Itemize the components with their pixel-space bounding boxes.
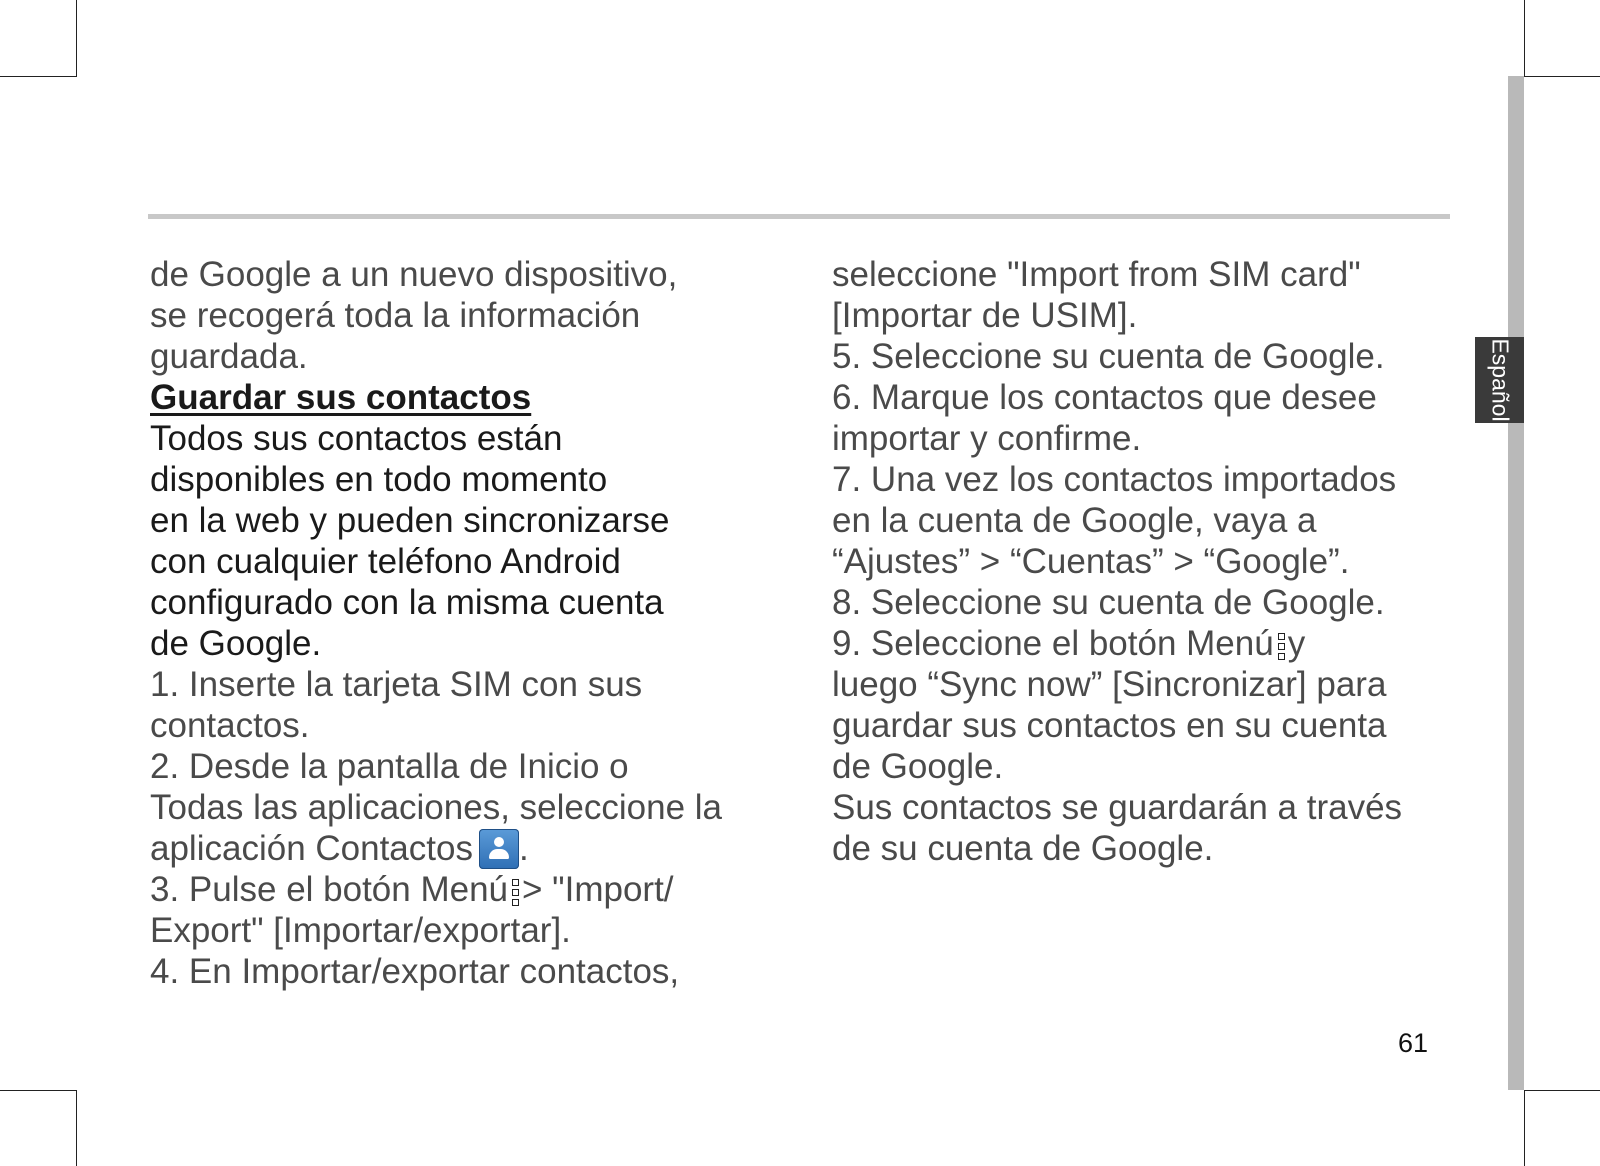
crop-mark: [0, 76, 77, 77]
language-tab: [1475, 337, 1524, 423]
step-6-line: importar y confirme.: [832, 419, 1142, 458]
intro-line: se recogerá toda la información: [150, 296, 641, 335]
step-1-line: 1. Inserte la tarjeta SIM con sus: [150, 665, 643, 704]
left-column: [150, 254, 760, 992]
step-3-text-after: > "Import/: [522, 870, 674, 909]
step-2-line: Todas las aplicaciones, seleccione la: [150, 788, 722, 827]
crop-mark: [1524, 1090, 1600, 1091]
right-column: [832, 254, 1462, 869]
step-9-text-after: y: [1287, 624, 1306, 663]
contacts-app-icon: [479, 829, 519, 869]
step-3-line: [150, 869, 760, 910]
step-9-line: de Google.: [832, 747, 1004, 786]
step-2-text: aplicación Contactos: [150, 829, 473, 868]
cont-line: [Importar de USIM].: [832, 296, 1138, 335]
crop-mark: [0, 1090, 77, 1091]
outro-line: Sus contactos se guardarán a través: [832, 788, 1403, 827]
step-2-line: 2. Desde la pantalla de Inicio o: [150, 747, 629, 786]
step-2-period: .: [518, 829, 529, 868]
body-line: configurado con la misma cuenta: [150, 583, 664, 622]
crop-mark: [76, 1090, 77, 1166]
step-3-text: 3. Pulse el botón Menú: [150, 870, 509, 909]
step-4-line: 4. En Importar/exportar contactos,: [150, 952, 680, 991]
body-line: en la web y pueden sincronizarse: [150, 501, 670, 540]
crop-mark: [76, 0, 77, 77]
intro-line: guardada.: [150, 337, 308, 376]
crop-mark: [1524, 1090, 1525, 1166]
side-bar: [1508, 76, 1524, 1090]
body-line: Todos sus contactos están: [150, 419, 563, 458]
section-heading: Guardar sus contactos: [150, 378, 532, 417]
step-6-line: 6. Marque los contactos que desee: [832, 378, 1377, 417]
intro-line: de Google a un nuevo dispositivo,: [150, 255, 678, 294]
step-9-line: guardar sus contactos en su cuenta: [832, 706, 1387, 745]
step-2-line: [150, 828, 760, 869]
step-9-line: luego “Sync now” [Sincronizar] para: [832, 665, 1387, 704]
step-8-line: 8. Seleccione su cuenta de Google.: [832, 583, 1385, 622]
step-9-line: [832, 623, 1462, 664]
menu-icon: [512, 879, 519, 906]
step-7-line: en la cuenta de Google, vaya a: [832, 501, 1317, 540]
step-1-line: contactos.: [150, 706, 310, 745]
step-7-line: 7. Una vez los contactos importados: [832, 460, 1397, 499]
body-line: disponibles en todo momento: [150, 460, 608, 499]
step-9-text: 9. Seleccione el botón Menú: [832, 624, 1274, 663]
crop-mark: [1524, 0, 1525, 77]
body-line: con cualquier teléfono Android: [150, 542, 621, 581]
menu-icon: [1278, 633, 1285, 660]
step-3-line: Export" [Importar/exportar].: [150, 911, 571, 950]
step-5-line: 5. Seleccione su cuenta de Google.: [832, 337, 1385, 376]
header-rule: [148, 214, 1450, 219]
language-tab-label: Español: [1487, 338, 1513, 422]
body-line: de Google.: [150, 624, 322, 663]
cont-line: seleccione "Import from SIM card": [832, 255, 1361, 294]
step-7-line: “Ajustes” > “Cuentas” > “Google”.: [832, 542, 1350, 581]
page-number: 61: [1398, 1028, 1429, 1058]
crop-mark: [1524, 76, 1600, 77]
outro-line: de su cuenta de Google.: [832, 829, 1214, 868]
